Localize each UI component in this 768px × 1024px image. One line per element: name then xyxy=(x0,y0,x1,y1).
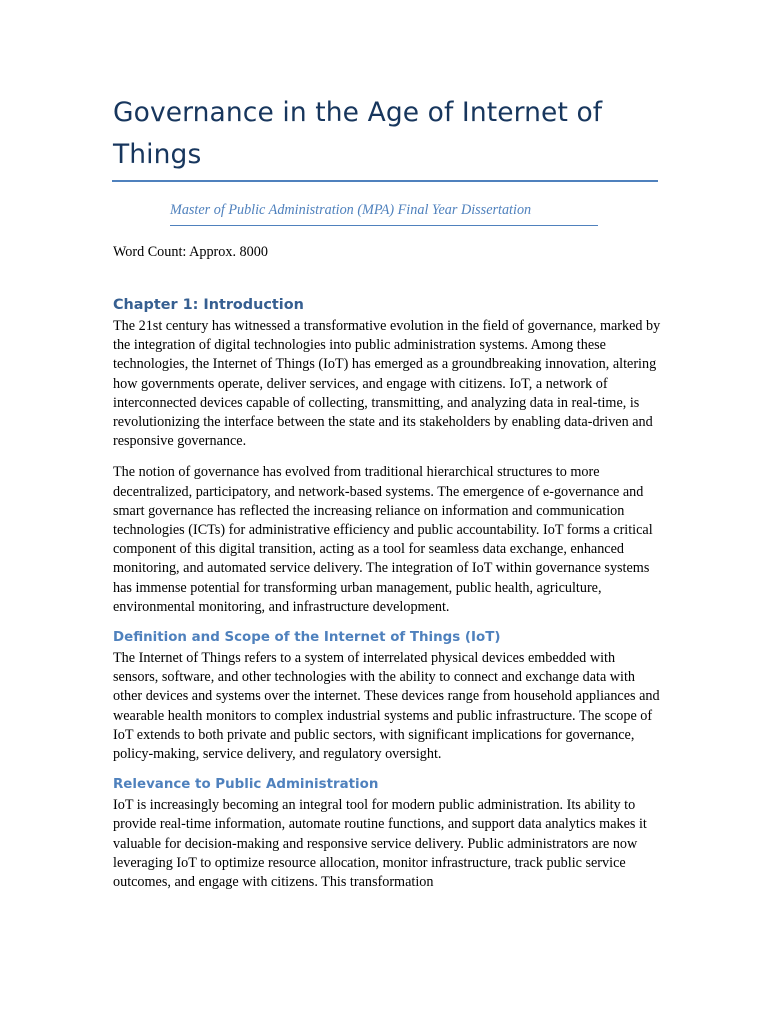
relevance-paragraph: IoT is increasingly becoming an integral tool for modern public administration. Its ability to provide real-time information, automate routine functions, and support data analytics makes it valuable for decision-making and responsive service delivery. Public administrators are now leveraging IoT to optimize resource allocation, monitor infrastructure, track public service outcomes, and engage with citizens. This transformation xyxy=(113,797,647,891)
document-subtitle: Master of Public Administration (MPA) Final Year Dissertation xyxy=(170,202,532,218)
document-title: Governance in the Age of Internet of Things xyxy=(113,97,603,170)
chapter1-paragraph-2: The notion of governance has evolved from traditional hierarchical structures to more decentralized, participatory, and network-based systems. The emergence of e-governance and smart governance has reflected the increasing reliance on information and communication technologies (ICTs) for administrative efficiency and public accountability. IoT forms a critical component of this digital transition, acting as a tool for seamless data exchange, enhanced monitoring, and automated service delivery. The integration of IoT within governance systems has immense potential for transforming urban management, public health, agriculture, environmental monitoring, and infrastructure development. xyxy=(113,464,653,615)
chapter1-paragraph-1: The 21st century has witnessed a transformative evolution in the field of governance, marked by the integration of digital technologies into public administration systems. Among these technologies, the Internet of Things (IoT) has emerged as a groundbreaking innovation, altering how governments operate, deliver services, and engage with citizens. IoT, a network of interconnected devices capable of collecting, transmitting, and analyzing data in real-time, is revolutionizing the interface between the state and its stakeholders by enabling data-driven and responsive governance. xyxy=(113,318,661,450)
subtitle-underline xyxy=(170,225,598,226)
definition-heading: Definition and Scope of the Internet of Things (IoT) xyxy=(113,630,501,646)
document-body xyxy=(113,294,661,892)
relevance-heading: Relevance to Public Administration xyxy=(113,777,379,793)
definition-paragraph: The Internet of Things refers to a system of interrelated physical devices embedded with sensors, software, and other technologies with the ability to connect and exchange data with other devices and systems over the internet. These devices range from household appliances and wearable health monitors to complex industrial systems and public infrastructure. The scope of IoT extends to both private and public sectors, with significant implications for governance, policy-making, service delivery, and regulatory oversight. xyxy=(113,650,660,763)
word-count: Word Count: Approx. 8000 xyxy=(113,244,268,260)
chapter-heading: Chapter 1: Introduction xyxy=(113,297,304,313)
title-underline xyxy=(112,180,658,182)
